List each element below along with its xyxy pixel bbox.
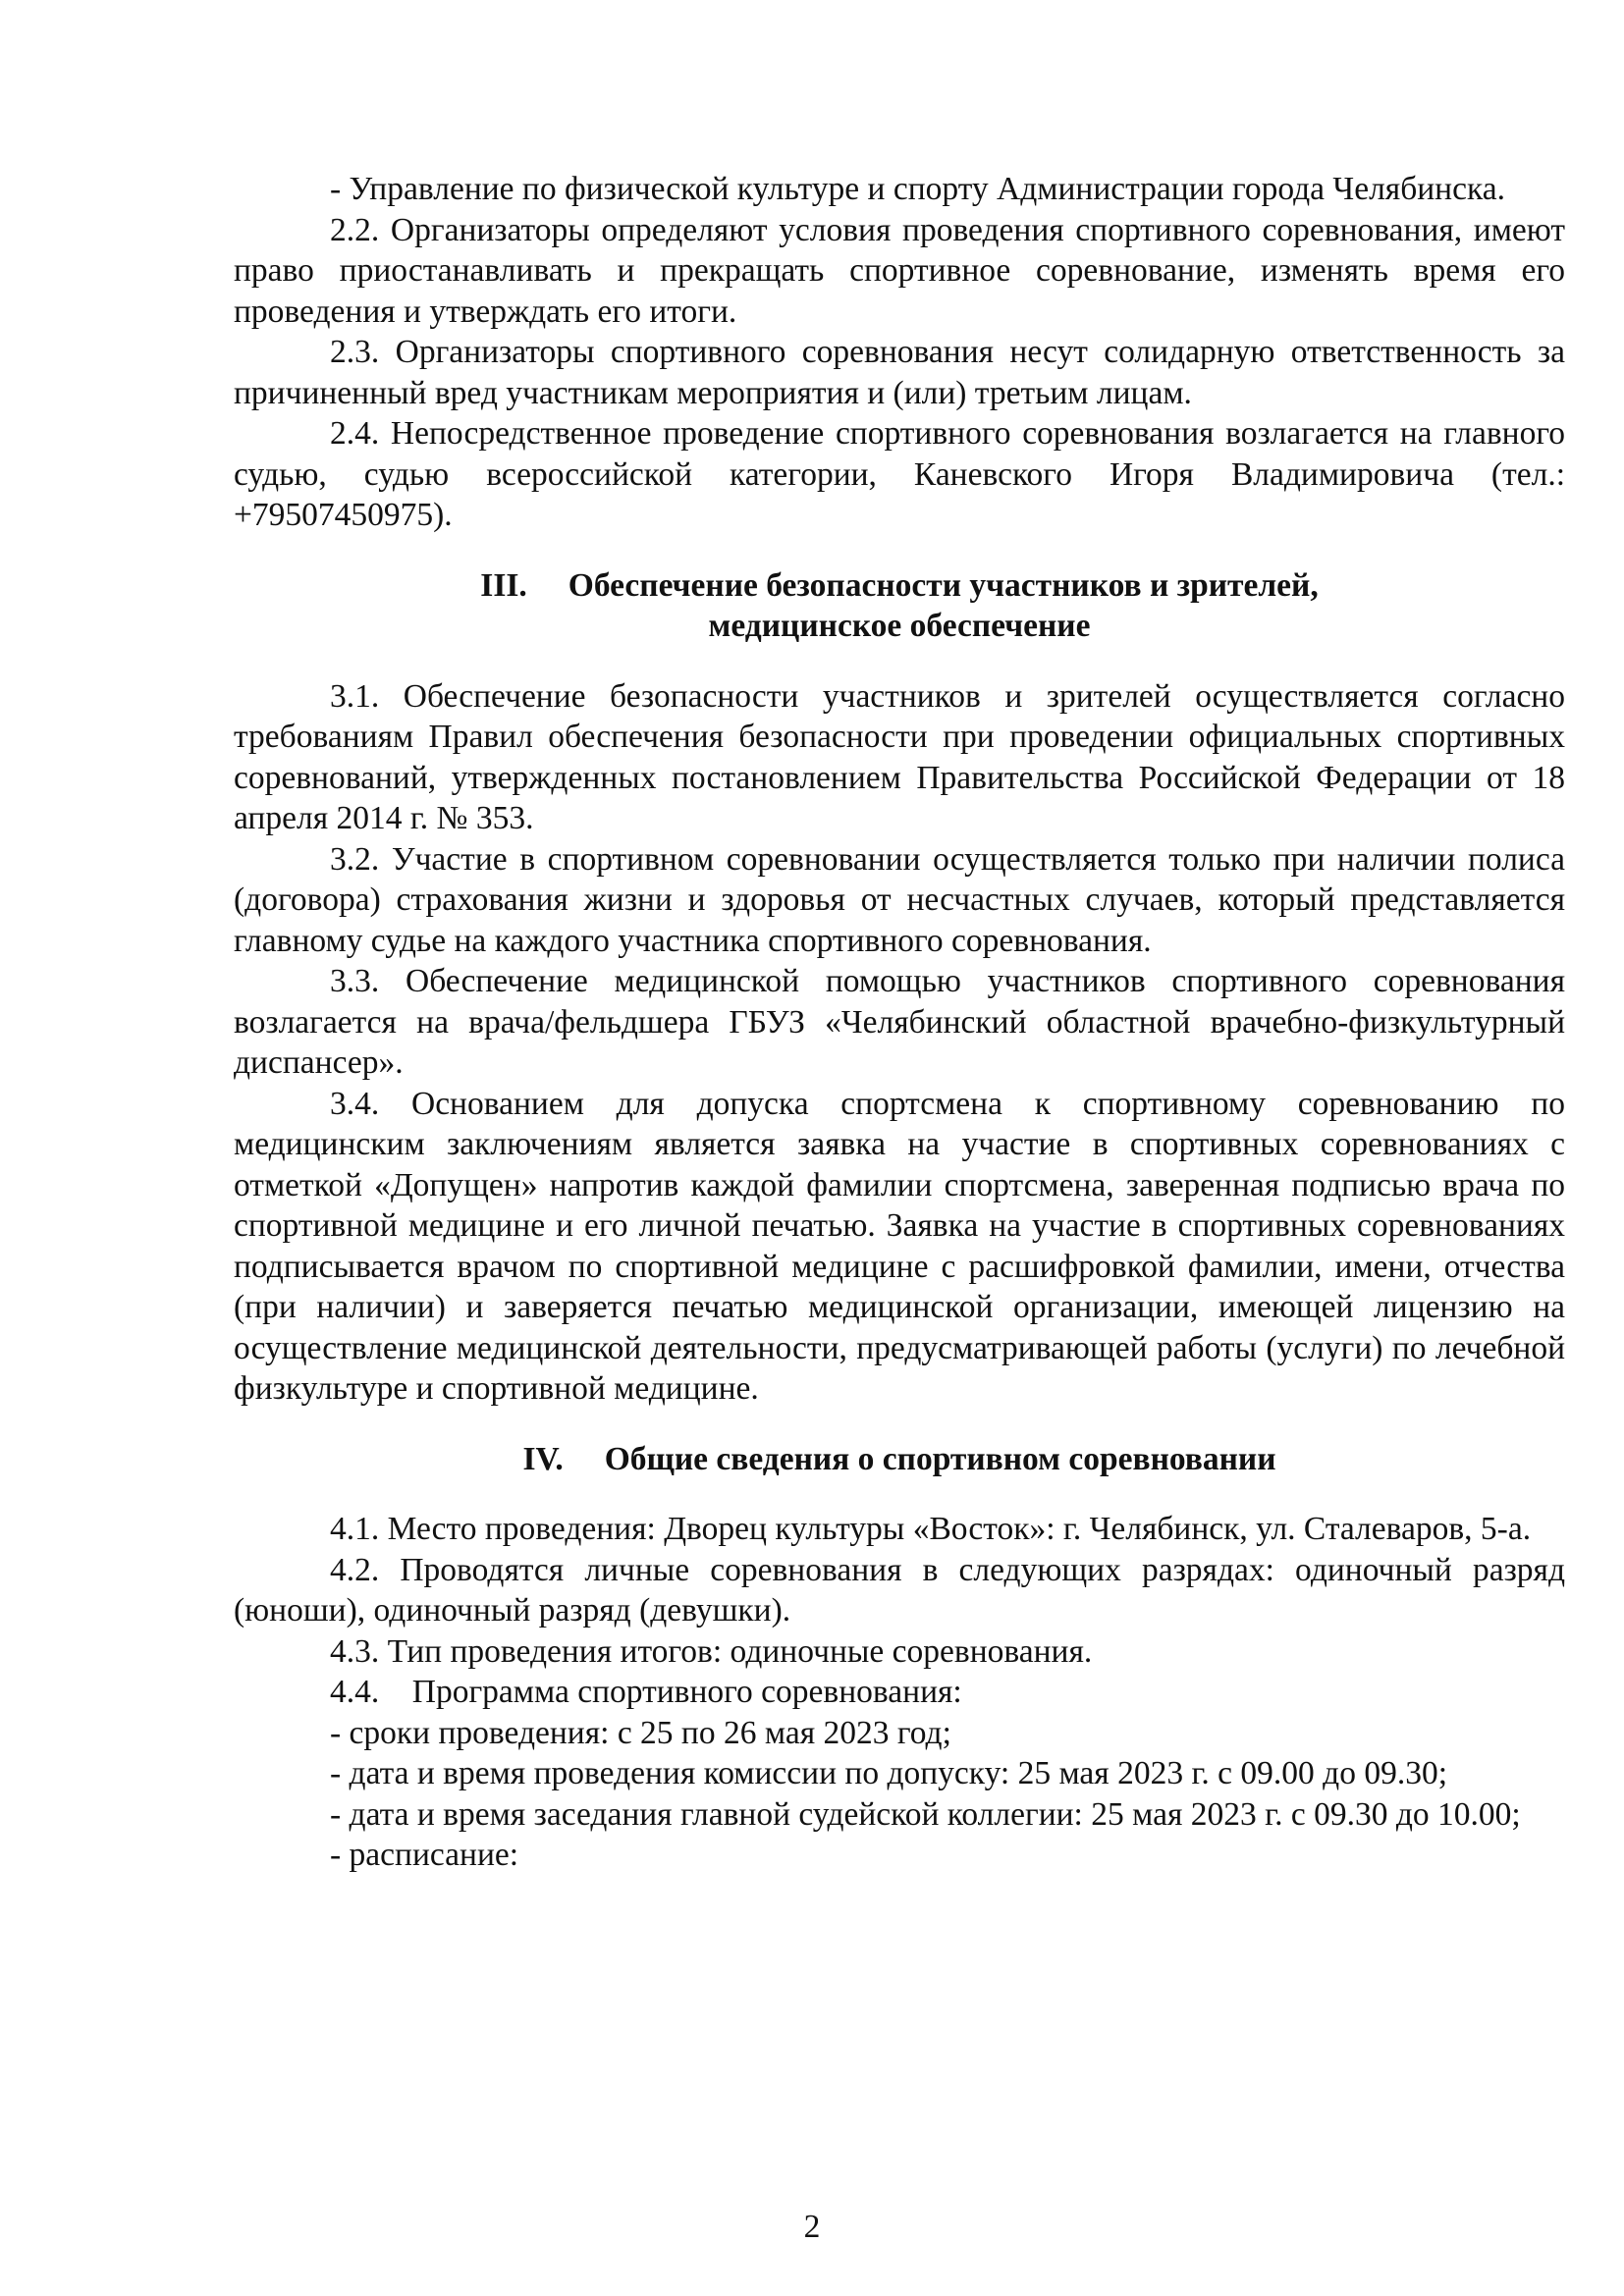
paragraph-4-3: 4.3. Тип проведения итогов: одиночные соревнования. [330,1632,1093,1670]
section-3-title-line1: Обеспечение безопасности участников и зрителей, [568,566,1319,604]
list-item-dates: - сроки проведения: с 25 по 26 мая 2023 год; [330,1714,951,1751]
section-3-heading [234,565,1565,676]
section-3-title-line2: медицинское обеспечение [708,608,1091,644]
paragraph-organizer-admin: - Управление по физической культуре и спорту Администрации города Челябинска. [330,171,1505,207]
paragraph-4-1: 4.1. Место проведения: Дворец культуры «Восток»: г. Челябинск, ул. Сталеваров, 5-а. [330,1511,1532,1547]
section-4-title: Общие сведения о спортивном соревновании [604,1440,1276,1477]
paragraph-3-4: 3.4. Основанием для допуска спортсмена к спортивному соревнованию по медицинским заключениям является заявка на участие в спортивных соревнованиях с отметкой «Допущен» напротив каждой фамилии спортсмена, заверенная подписью врача по спортивной медицине и его личной печатью. Заявка на участие в спортивных соревнованиях подписывается врачом по спортивной медицине с расшифровкой фамилии, имени, отчества (при наличии) и заверяется печатью медицинской организации, имеющей лицензию на осуществление медицинской деятельности, предусматривающей работы (услуги) по лечебной физкультуре и спортивной медицине. [234,1085,1565,1407]
paragraph-3-2: 3.2. Участие в спортивном соревновании осуществляется только при наличии полиса (договора) страхования жизни и здоровья от несчастных случаев, который представляется главному судье на каждого участника спортивного соревнования. [234,840,1565,959]
paragraph-3-3: 3.3. Обеспечение медицинской помощью участников спортивного соревнования возлагается на врача/фельдшера ГБУЗ «Челябинский областной врачебно-физкультурный диспансер». [234,963,1565,1081]
paragraph-3-1: 3.1. Обеспечение безопасности участников и зрителей осуществляется согласно требованиям Правил обеспечения безопасности при проведении официальных спортивных соревнований, утвержденных постановлением Правительства Российской Федерации от 18 апреля 2014 г. № 353. [234,677,1565,836]
list-item-schedule: - расписание: [330,1837,519,1873]
paragraph-4-4: 4.4. Программа спортивного соревнования: [330,1674,962,1710]
page-content [234,169,1565,1876]
page-number: 2 [803,2209,821,2245]
paragraph-2-2: 2.2. Организаторы определяют условия проведения спортивного соревнования, имеют право приостанавливать и прекращать спортивное соревнование, изменять время его проведения и утверждать его итоги. [234,211,1565,330]
list-item-judges-meeting: - дата и время заседания главной судейской коллегии: 25 мая 2023 г. с 09.30 до 10.00; [330,1795,1521,1833]
section-3-number: III. [480,566,527,604]
paragraph-2-4: 2.4. Непосредственное проведение спортивного соревнования возлагается на главного судью, судью всероссийской категории, Каневского Игоря Владимировича (тел.: +79507450975). [234,415,1565,533]
paragraph-4-2: 4.2. Проводятся личные соревнования в следующих разрядах: одиночный разряд (юноши), одиночный разряд (девушки). [234,1551,1565,1629]
list-item-admission-commission: - дата и время проведения комиссии по допуску: 25 мая 2023 г. с 09.00 до 09.30; [330,1755,1448,1791]
paragraph-2-3: 2.3. Организаторы спортивного соревнования несут солидарную ответственность за причиненный вред участникам мероприятия и (или) третьим лицам. [234,334,1565,411]
section-4-heading [234,1439,1565,1510]
section-4-number: IV. [522,1440,564,1477]
